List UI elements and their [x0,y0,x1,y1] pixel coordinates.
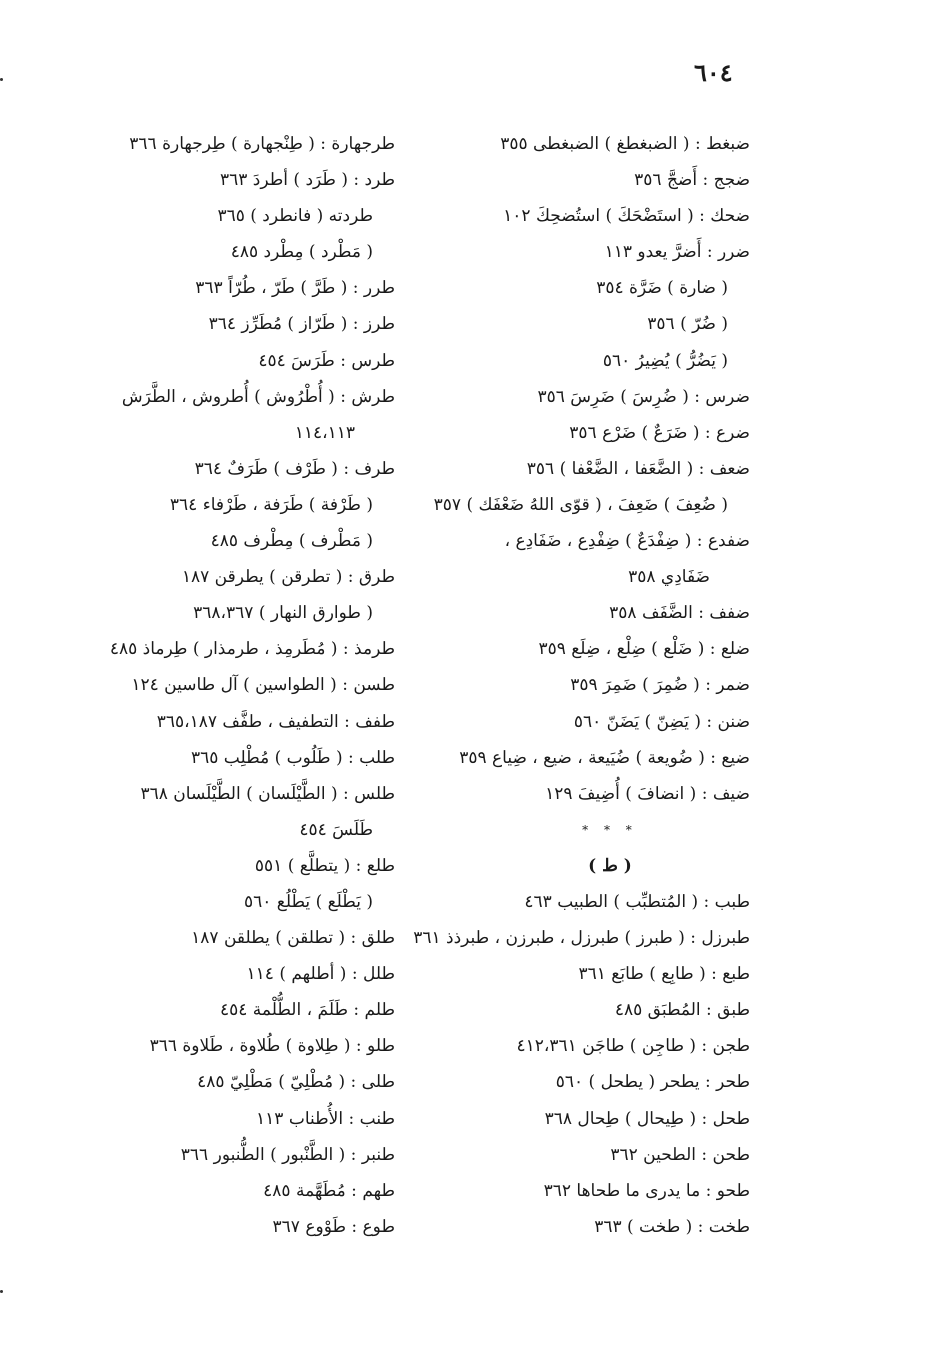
index-entry: ضَفَادِي ٣٥٨ [628,567,710,588]
index-entry: طرش : ( أُطْرُوش ) أُطروش ، الطَّرَش [121,386,395,407]
index-entry: طحل : ( طِيحال ) طِحال ٣٦٨ [544,1108,750,1129]
index-entry: طبب : ( المُتطبِّب ) الطبيب ٤٦٣ [524,891,750,912]
index-entry: طرس : طَرَسَ ٤٥٤ [258,350,395,371]
right-column [413,126,750,1245]
index-entry: طحن : الطحين ٣٦٢ [610,1144,750,1165]
index-entry: ضلع : ( ضَلْع ) ضِلْع ، ضِلَع ٣٥٩ [538,639,750,660]
index-entry: ضنن : ( يَضِنّ ) يَضَنّ ٥٦٠ [573,711,750,732]
index-entry: طلى : ( مُطْلِيّ ) مَطْلِيّ ٤٨٥ [197,1072,395,1093]
index-entry: ضعف : ( الضَّعَفا ، الضَّعْفا ) ٣٥٦ [526,458,750,479]
index-entry: طلل : ( أطلهم ) ١١٤ [246,964,395,985]
margin-mark [0,78,3,81]
index-entry: ( طَرْفة ) طَرَفة ، طَرْفاء ٣٦٤ [169,494,373,515]
index-entry: طلس : ( الطَّيْلَسان ) الطَّيْلَسان ٣٦٨ [140,783,395,804]
index-entry: طرف : ( طَرْف ) طَرَفٌ ٣٦٤ [194,458,395,479]
index-entry: طلو : ( طِلاوة ) طُلاوة ، طَلاوة ٣٦٦ [149,1036,395,1057]
index-entry: طسن : ( الطواسين ) آل طاسين ١٢٤ [131,675,395,696]
index-entry: ضفف : الضَّفَف ٣٥٨ [609,603,750,624]
index-entry: ضبغط : ( الضبغطغ ) الضبغطى ٣٥٥ [500,134,750,154]
index-entry: ضيع : ( ضُويعة ) ضُيَيعة ، ضيع ، ضِياع ٣٥٩ [459,747,750,768]
index-entry: طفف : التطفيف ، طفَّف ٣٦٥،١٨٧ [156,711,395,732]
index-entry: طرر : ( طَرَّ ) طَرّ ، طُرّاً ٣٦٣ [195,278,395,299]
index-entry: طنبر : ( الطَّنْبور ) الطُّنبور ٣٦٦ [180,1144,395,1165]
index-entry: ١١٤،١١٣ [294,422,355,443]
page-number: ٦٠٤ [694,58,733,87]
index-entry: ضحك : ( استَضْحَكَ ) استُضحِكَ ١٠٢ [503,206,750,227]
index-entry: طَلَسَ ٤٥٤ [299,819,373,840]
index-entry: ( يَضُرُّ ) يُضِيرُ ٥٦٠ [602,350,728,371]
index-entry: طحر : يطحر ( يطحل ) ٥٦٠ [555,1072,750,1093]
index-entry: ( ضارة ) ضَرَّة ٣٥٤ [596,278,728,299]
index-entry: * * * [582,822,638,837]
index-entry: ضرس : ( ضُرِسَ ) ضَرِسَ ٣٥٦ [537,386,750,407]
index-entry: ( يَطْلَع ) يَطْلُع ٥٦٠ [244,891,373,912]
index-entry: ضرر : أَضرَّ يعدو ١١٣ [604,242,750,263]
index-entry: طجن : ( طاجِن ) طاجَن ٤١٢،٣٦١ [516,1036,750,1057]
index-entry: طرز : ( طَرّاز ) مُطَرِّز ٣٦٤ [208,314,395,335]
index-entry: ضرع : ( ضَرَعٌ ) ضَرْع ٣٥٦ [569,422,750,443]
index-entry: ( ضُعِفَ ) ضَعِفَ ، ( قوّى اللهُ ضَعْفَك ) ٣٥٧ [433,494,728,515]
index-entry: ضمر : ( ضُمِرَ ) ضَمِرَ ٣٥٩ [570,675,750,696]
index-entry: طلق : ( تطلقن ) يطلقن ١٨٧ [191,928,395,949]
left-column [65,126,395,1245]
index-entry: ( ضُرّ ) ٣٥٦ [647,314,728,335]
index-entry: طرق : ( تطرقن ) يطرقن ١٨٧ [181,567,395,588]
index-entry: ( طوارق النهار ) ٣٦٨،٣٦٧ [193,603,373,624]
index-entry: ( مَطْرف ) مِطْرف ٤٨٥ [210,531,373,552]
margin-mark [0,1290,3,1293]
index-entry: ضفدع : ( ضِفْدَعٌ ) ضِفْدِع ، ضَفَادِع ، [504,531,750,552]
index-entry: طبرزل : ( طبرز ) طبرزل ، طبرزن ، طبرذذ ٣٦١ [413,928,750,949]
index-entry: ( مَطْرد ) مِطْرد ٤٨٥ [230,242,373,263]
index-entry: طردته ( فانطرد ) ٣٦٥ [217,206,373,227]
index-entry: طلب : ( طَلُوب ) مُطْلِب ٣٦٥ [191,747,395,768]
index-entry: طرد : ( طَرَد ) أطردَ ٣٦٣ [220,170,395,191]
index-entry: طحو : ما يدرى ما طحاها ٣٦٢ [543,1180,750,1201]
index-entry: طرمذ : ( مُطَرمِذ ، طرمذار ) طِرماذ ٤٨٥ [109,639,395,660]
index-entry: طوع : طَوْوع ٣٦٧ [272,1216,395,1237]
index-entry: طبع : ( طابِع ) طابَع ٣٦١ [578,964,750,985]
index-entry: ضيف : ( انضافَ ) أُضِيفَ ١٢٩ [545,783,750,804]
index-entry: طرجهارة : ( طِنْجهارة ) طِرجهارة ٣٦٦ [129,134,395,154]
index-entry: طخت : ( طخت ) ٣٦٣ [594,1216,750,1237]
index-entry: ضجج : أَضجَّ ٣٥٦ [634,170,750,191]
index-entry: طهم : مُطَهَّمة ٤٨٥ [263,1180,395,1201]
index-entry: طبق : المُطبَق ٤٨٥ [614,1000,750,1021]
index-entry: طلم : طَلَمَ ، الطُّلْمة ٤٥٤ [219,1000,395,1021]
index-entry: طلع : ( يتطلَّع ) ٥٥١ [254,855,395,876]
index-entry: طنب : الأُطناب ١١٣ [256,1108,395,1129]
index-entry: ( ط ) [588,855,632,876]
